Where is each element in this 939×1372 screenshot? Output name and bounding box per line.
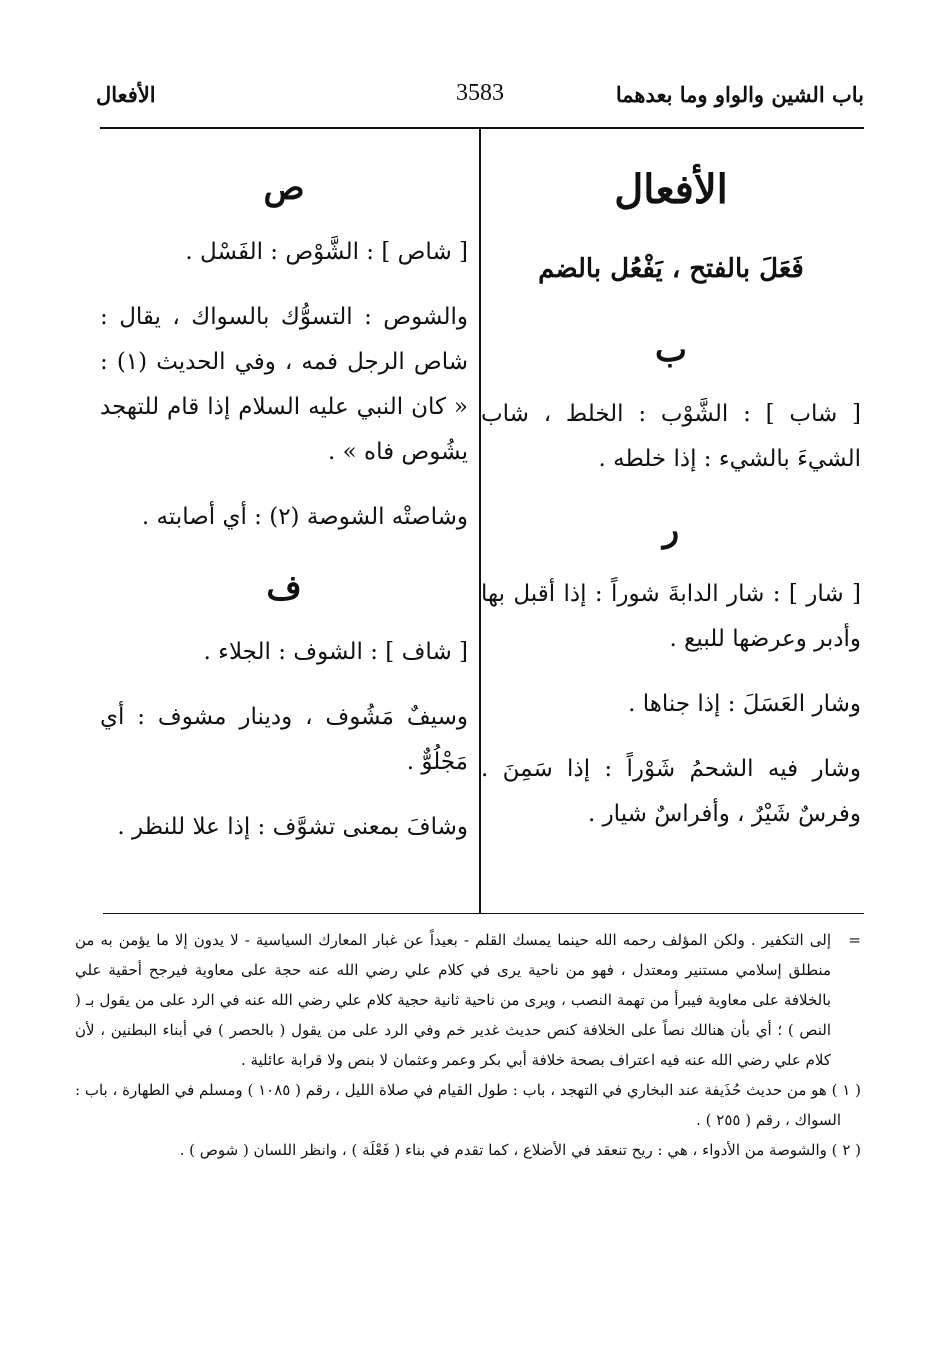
page-number: 3583 (456, 80, 504, 106)
footnote-1: ( ١ ) هو من حديث حُذَيفة عند البخاري في التهجد ، باب : طول القيام في صلاة الليل ، رقم ( ١٠٨٥ ) ومسلم في الطهارة ، باب : السواك ، رقم ( ٢٥٥ ) . (75, 1081, 861, 1129)
entry-tashawwaf: وشافَ بمعنى تشوَّف : إذا علا للنظر . (117, 814, 468, 840)
section-heading: الأفعال (614, 166, 728, 213)
chapter-title: باب الشين والواو وما بعدهما (615, 82, 864, 107)
verb-pattern-heading: فَعَلَ بالفتح ، يَفْعُل بالضم (538, 254, 804, 284)
letter-heading-b: ب (654, 330, 687, 370)
entry-shasathu: وشاصتْه الشوصة (٢) : أي أصابته . (141, 504, 468, 530)
entry-shar: [ شار ] : شار الدابةَ شوراً : إذا أقبل بها وأدبر وعرضها للبيع . (481, 581, 861, 652)
letter-heading-s: ص (263, 168, 305, 208)
footnote-continuation (75, 925, 861, 1075)
right-column (481, 160, 861, 857)
page-header (96, 82, 864, 122)
footnote-2: ( ٢ ) والشوصة من الأدواء ، هي : ريح تنعقد في الأضلاع ، كما تقدم في بناء ( فَعْلَة ) ، وانظر اللسان ( شوص ) . (179, 1141, 861, 1159)
entry-shab: [ شاب ] : الشَّوْب : الخلط ، شاب الشيءَ بالشيء : إذا خلطه . (481, 401, 861, 472)
section-title: الأفعال (96, 82, 156, 107)
entry-shar-shahm: وشار فيه الشحمُ شَوْراً : إذا سَمِنَ . وفرسٌ شَيْرٌ ، وأفراسٌ شيار . (481, 756, 861, 827)
footnote-continuation-text: إلى التكفير . ولكن المؤلف رحمه الله حينما يمسك القلم - بعيداً عن غبار المعارك السياسية - لا يدون إلا ما يؤمن به من منطلق إسلامي مستنير ومعتدل ، فهو من ناحية يرى في كلام علي رضي الله عنه حجة على معاوية فيرجح أحقية علي بالخلافة على معاوية فيبرأ من تهمة النصب ، ويرى من ناحية ثانية حجية كلام علي رضي الله عنه في الرد على من يقول بـ ( النص ) ؛ أي بأن هنالك نصاً على الخلافة كنص حديث غدير خم وفي الرد على من يقول ( بالحصر ) في أبناء البطنين ، لأن كلام علي رضي الله عنه فيه اعتراف بصحة خلافة أبي بكر وعمر وعثمان لا بنص ولا قرابة عائلية . (75, 931, 831, 1069)
header-rule (100, 127, 864, 129)
footnote-rule (103, 913, 864, 914)
entry-shaf: [ شاف ] : الشوف : الجلاء . (203, 639, 468, 665)
entry-mashuf: وسيفٌ مَشُوف ، ودينار مشوف : أي مَجْلُوٌّ . (100, 704, 468, 775)
letter-heading-f: ف (266, 568, 302, 608)
entry-shas: [ شاص ] : الشَّوْص : الفَسْل . (185, 239, 468, 265)
entry-shaws: والشوص : التسوُّك بالسواك ، يقال : شاص الرجل فمه ، وفي الحديث (١) : « كان النبي عليه السلام إذا قام للتهجد يشُوص فاه » . (100, 304, 468, 465)
entry-shar-asal: وشار العَسَلَ : إذا جناها . (628, 691, 861, 717)
left-column (100, 160, 468, 870)
footnotes (75, 925, 861, 1165)
continuation-mark: = (848, 931, 861, 949)
letter-heading-r: ر (662, 510, 680, 550)
